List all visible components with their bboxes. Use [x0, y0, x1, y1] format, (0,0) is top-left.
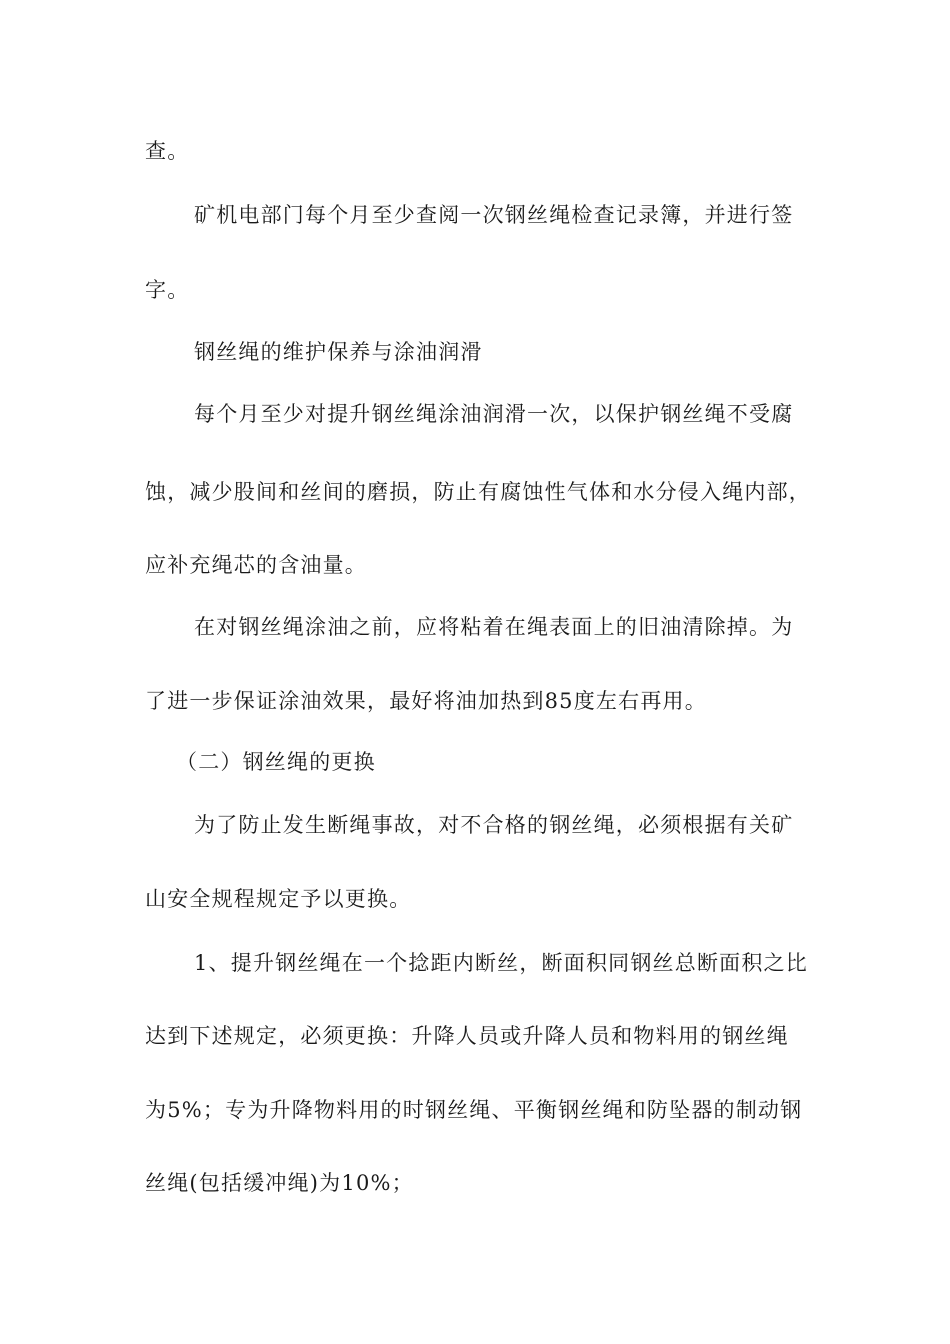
paragraph-line: 为了防止发生断绳事故，对不合格的钢丝绳，必须根据有关矿 [194, 813, 794, 837]
text-line: 达到下述规定，必须更换：升降人员或升降人员和物料用的钢丝绳 [145, 1024, 789, 1048]
text-line: 应补充绳芯的含油量。 [145, 553, 367, 577]
text-line: 查。 [145, 139, 190, 163]
text-line: 山安全规程规定予以更换。 [145, 887, 412, 911]
text-line: 丝绳(包括缓冲绳)为10%； [145, 1171, 414, 1195]
paragraph-line: 1、提升钢丝绳在一个捻距内断丝，断面积同钢丝总断面积之比 [194, 951, 808, 975]
paragraph-line: 矿机电部门每个月至少查阅一次钢丝绳检查记录簿，并进行签 [194, 203, 794, 227]
paragraph-line: 在对钢丝绳涂油之前，应将粘着在绳表面上的旧油清除掉。为 [194, 615, 794, 639]
section-heading: （二）钢丝绳的更换 [176, 750, 376, 774]
text-line: 了进一步保证涂油效果，最好将油加热到85度左右再用。 [145, 689, 707, 713]
text-line: 为5%；专为升降物料用的时钢丝绳、平衡钢丝绳和防坠器的制动钢 [145, 1098, 803, 1122]
text-line: 字。 [145, 278, 190, 302]
section-heading: 钢丝绳的维护保养与涂油润滑 [194, 340, 483, 364]
text-line: 蚀，减少股间和丝间的磨损，防止有腐蚀性气体和水分侵入绳内部， [145, 480, 811, 504]
paragraph-line: 每个月至少对提升钢丝绳涂油润滑一次，以保护钢丝绳不受腐 [194, 402, 794, 426]
